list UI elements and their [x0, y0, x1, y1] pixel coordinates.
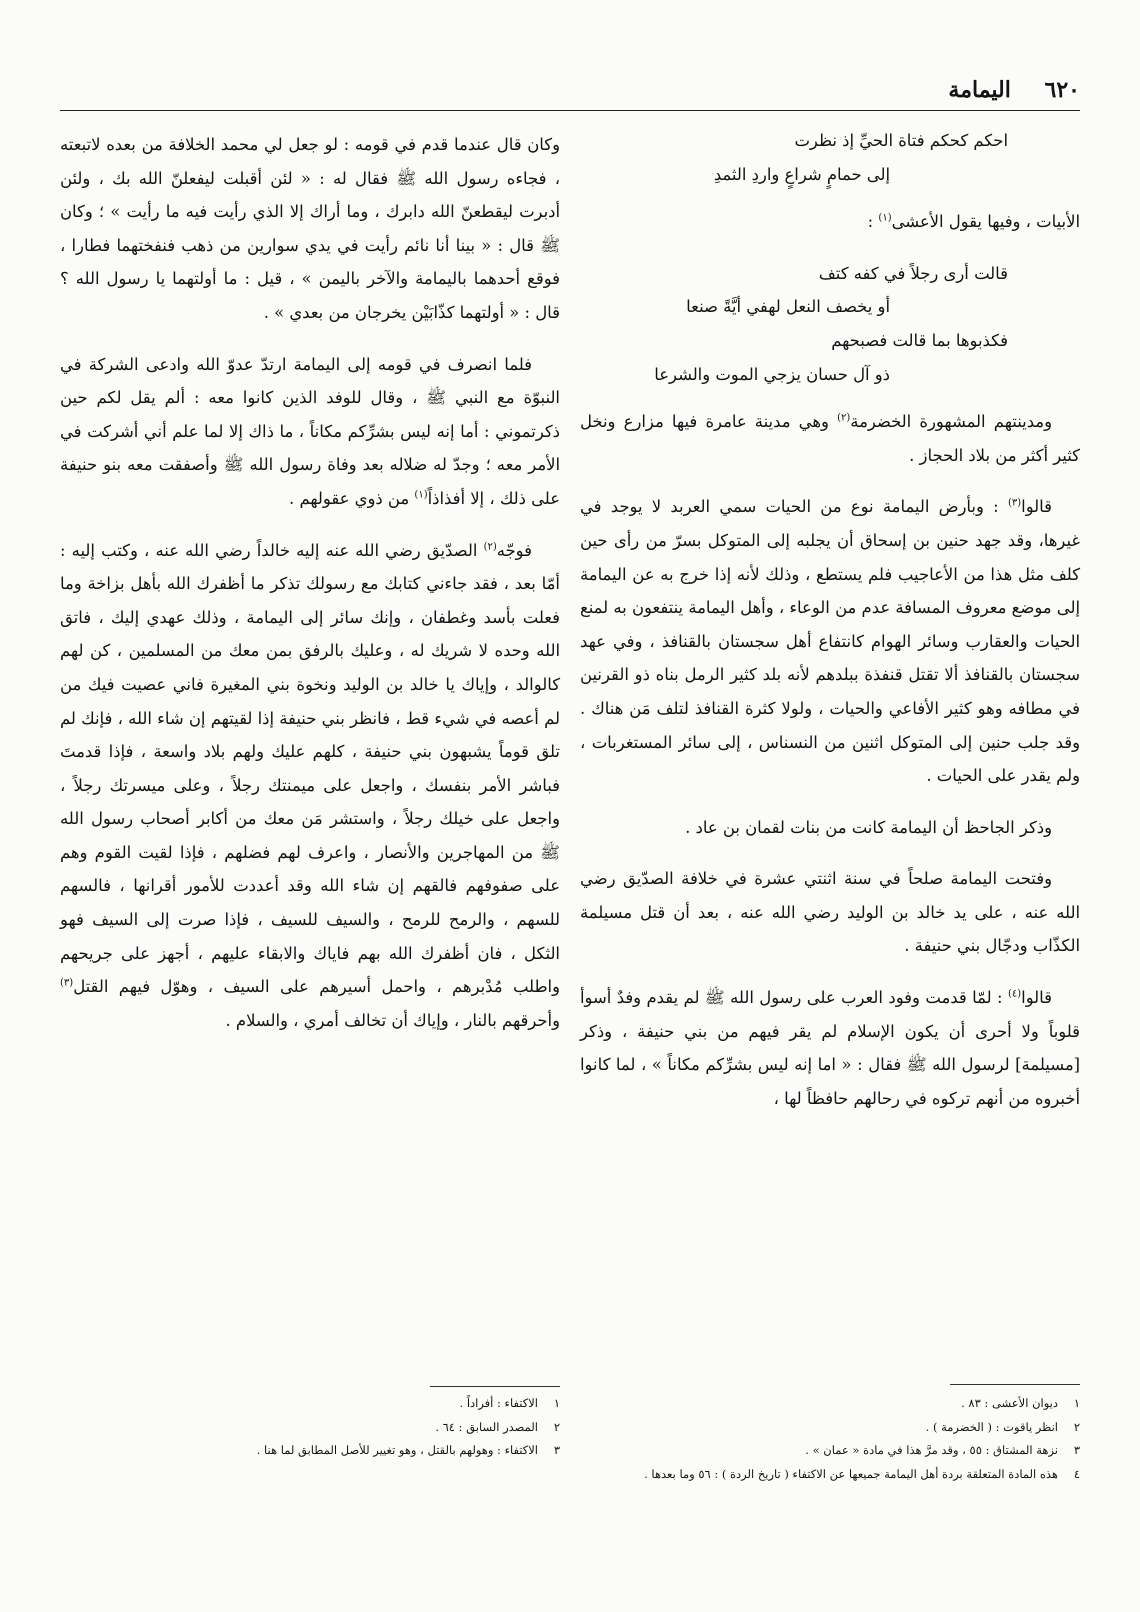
footnote-rule-right [950, 1384, 1080, 1385]
verse-intro: الأبيات ، وفيها يقول الأعشى$^{(١)}$ : [867, 212, 1080, 232]
paragraph: فوجّه$^{(٢)}$ الصدّيق رضي الله عنه إليه خالداً رضي الله عنه ، وكتب إليه : أمّا بعد ، فقد جاءني كتابك مع رسولك تذكر ما أظفرك الله بأهل بزاخة وما فعلت بأسد وغطفان ، وإنك سائر إلى اليمامة ، وذلك عهدي إليك ، فاتق الله وحده لا شريك له ، وعليك بالرفق بمن معك من المسلمين ، كن لهم كالوالد ، وإياك يا خالد بن الوليد ونخوة بني المغيرة فاني عصيت فيك من لم أعصه في شيء قط ، فانظر بني حنيفة إذا لقيتهم إن شاء الله ، فإنك لم تلق قوماً يشبهون بني حنيفة ، كلهم عليك ولهم بلاد واسعة ، فإذا قدمتَ فباشر الأمر بنفسك ، واجعل على ميمنتك رجلاً ، وعلى ميسرتك رجلاً ، واجعل على خيلك رجلاً ، واستشر مَن معك من أكابر أصحاب رسول الله ﷺ من المهاجرين والأنصار ، واعرف لهم فضلهم ، فإذا لقيت القوم وهم على صفوفهم فالقهم إن شاء الله وقد أعددت للأمور أقرانها ، فالسهم للسهم ، والرمح للرمح ، والسيف للسيف ، فإذا صرت إلى السيف فهو الثكل ، فان أظفرك الله بهم فاياك والابقاء عليهم ، أجهز على جريحهم واطلب مُدْبرهم ، واحمل أسيرهم على السيف ، وهوّل فيهم القتل$^{(٣)}$ وأحرقهم بالنار ، وإياك أن تخالف أمري ، والسلام . [60, 540, 560, 1030]
left-column [60, 128, 560, 1055]
header-rule [60, 110, 1080, 111]
page-number: ٦٢٠ [1044, 77, 1080, 103]
footnote-ref: (٣) [1007, 497, 1022, 509]
verse-2 [580, 257, 1080, 391]
footnote: ٢انظر ياقوت : ( الخضرمة ) . [925, 1419, 1080, 1434]
footnote-ref: (١) [414, 489, 428, 501]
running-title: اليمامة [948, 77, 1011, 103]
footnotes-right [580, 1392, 1080, 1486]
paragraph: وكان قال عندما قدم في قومه : لو جعل لي محمد الخلافة من بعده لاتبعته ، فجاءه رسول الله ﷺ فقال له : « لئن أقبلت ليفعلنّ الله بك ، ولئن أدبرت ليقطعنّ الله دابرك ، وما أراك إلا الذي رأيت فيه ما رأيت » ؛ وكان ﷺ قال : « بينا أنا نائم رأيت في يدي سوارين من ذهب فنفختهما فطارا ، فوقع أحدهما باليمامة والآخر باليمن » ، قيل : ما أولتهما يا رسول الله ؟ قال : « أولتهما كذّابَيْن يخرجان من بعدي » . [60, 135, 560, 322]
footnote: ٣نزهة المشتاق : ٥٥ ، وقد مرَّ هذا في مادة « عمان » . [805, 1443, 1080, 1457]
page-header [60, 72, 1080, 108]
paragraph: وذكر الجاحظ أن اليمامة كانت من بنات لقمان بن عاد . [685, 817, 1052, 837]
verse-2-line-4: ذو آل حسان يزجي الموت والشرعا [654, 364, 890, 384]
paragraph: قالوا$^{(٣)}$ : وبأرض اليمامة نوع من الحيات سمي العربد لا يوجد في غيرها، وقد جهد حنين بن إسحاق أن يجلبه إلى المتوكل بسرّ من رأى حين كلف مثل هذا من الأعاجيب فلم يستطع ، وذلك لأنه إذا خرج به عن اليمامة إلى موضع معروف المسافة عدم من الوعاء ، وأهل اليمامة ينتفعون به لمنع الحيات والعقارب وسائر الهوام كانتفاع أهل سجستان بالقنافذ ، وفي عهد سجستان بالقنافذ ألا تقتل قنفذة ببلدهم لأنه بلد كثير الرمل بناه ذو القرنين في مطافه وهو كثير الأفاعي والحيات ، ولولا كثرة القنافذ لتلف مَن هناك . وقد جلب حنين إلى المتوكل اثنين من النسناس ، إلى سائر المستغربات ، ولم يقدر على الحيات . [580, 497, 1080, 786]
footnote: ٤هذه المادة المتعلقة بردة أهل اليمامة جميعها عن الاكتفاء ( تاريخ الردة ) : ٥٦ وما بعدها . [644, 1466, 1080, 1481]
verse-2-line-2: أو يخصف النعل لهفي أيَّةً صنعا [686, 297, 890, 317]
footnote-ref: (٢) [837, 412, 851, 424]
footnote-ref: (٤) [1007, 988, 1022, 1000]
footnote: ١ديوان الأعشى : ٨٣ . [961, 1396, 1080, 1410]
right-column [580, 124, 1080, 1133]
footnote: ١الاكتفاء : أفراداً . [459, 1396, 560, 1410]
verse-2-line-3: فكذبوها بما قالت فصبحهم [831, 330, 1008, 350]
paragraph: فلما انصرف في قومه إلى اليمامة ارتدّ عدوّ الله وادعى الشركة في النبوّة مع النبي ﷺ ، وقال للوفد الذين كانوا معه : ألم يقل لكم حين ذكرتموني : أما إنه ليس بشرِّكم مكاناً ، ما ذاك إلا لما علم أني أشركت في الأمر معه ؛ وجدّ له ضلاله بعد وفاة رسول الله ﷺ وأصفقت معه بنو حنيفة على ذلك ، إلا أفذاذاً$^{(١)}$ من ذوي عقولهم . [60, 354, 560, 508]
footnote-ref: (٣) [60, 977, 74, 989]
paragraph: ومدينتهم المشهورة الخضرمة$^{(٢)}$ وهي مدينة عامرة فيها مزارع ونخل كثير أكثر من بلاد الحجاز . [580, 412, 1080, 465]
footnote: ٢المصدر السابق : ٦٤ . [435, 1419, 560, 1434]
footnote-ref: (٢) [483, 541, 497, 553]
verse-1-line-2: إلى حمامٍ شراعٍ واردِ الثمدِ [713, 164, 890, 184]
verse-2-line-1: قالت أرى رجلاً في كفه كتف [818, 263, 1008, 283]
paragraph: وفتحت اليمامة صلحاً في سنة اثنتي عشرة في خلافة الصدّيق رضي الله عنه ، على يد خالد بن الوليد رضي الله عنه ، بعد أن قتل مسيلمة الكذّاب ودجّال بني حنيفة . [580, 869, 1080, 956]
verse-1 [580, 124, 1080, 191]
paragraph: قالوا$^{(٤)}$ : لمّا قدمت وفود العرب على رسول الله ﷺ لم يقدم وفدٌ أسوأ قلوباً ولا أحرى أن يكون الإسلام لم يقر فيهم من بني حنيفة ، وذكر [مسيلمة] لرسول الله ﷺ فقال : « اما إنه ليس بشرِّكم مكاناً » ، لما كانوا أخبروه من أنهم تركوه في رحالهم حافظاً لها ، [580, 988, 1080, 1108]
footnotes-left [60, 1392, 560, 1463]
footnote-rule-left [430, 1386, 560, 1387]
footnote: ٣الاكتفاء : وهولهم بالقتل ، وهو تغيير للأصل المطابق لما هنا . [256, 1443, 560, 1457]
footnote-ref: (١) [878, 212, 892, 224]
verse-1-line-1: احكم كحكم فتاة الحيِّ إذ نظرت [794, 131, 1008, 150]
